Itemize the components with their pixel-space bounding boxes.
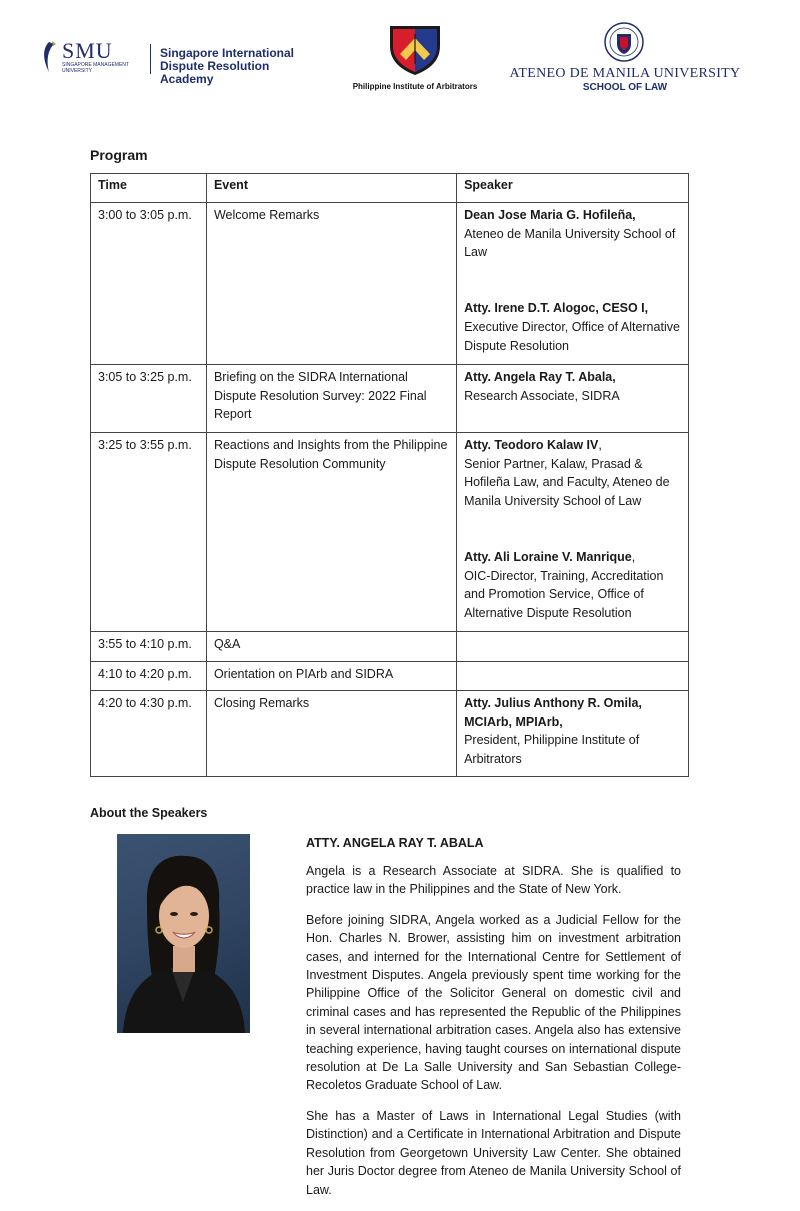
speaker-affiliation: President, Philippine Institute of Arbitrators [464,733,640,767]
name-comma: , [598,438,602,452]
program-title: Program [90,147,148,163]
speaker-name: Atty. Julius Anthony R. Omila, MCIArb, MPIArb, [464,696,642,729]
row-speakers [457,662,689,691]
speaker-affiliation: Executive Director, Office of Alternative Dispute Resolution [464,319,680,353]
table-header-row [91,174,689,203]
speaker-affiliation: Senior Partner, Kalaw, Prasad & Hofileña Law, and Faculty, Ateneo de Manila University School of Law [464,456,670,509]
speaker-affiliation: Research Associate, SIDRA [464,388,620,403]
speaker-name: Atty. Angela Ray T. Abala, [464,370,616,384]
piarb-shield-icon [388,24,442,76]
speaker-photo [117,834,250,1033]
row-time: 3:00 to 3:05 p.m. [91,203,207,365]
row-speakers [457,203,689,365]
table-row [91,691,689,777]
ateneo-seal-icon [604,22,644,62]
row-event: Closing Remarks [206,691,456,777]
row-event: Reactions and Insights from the Philippine Dispute Resolution Community [206,433,456,632]
speaker-name: Atty. Teodoro Kalaw IV [464,438,599,452]
row-speakers [457,365,689,433]
name-comma: , [631,549,636,564]
smu-mark-icon [40,40,58,74]
speaker-affiliation: OIC-Director, Training, Accreditation and Promotion Service, Office of Alternative Dispute Resolution [464,568,664,620]
bio-paragraph: Angela is a Research Associate at SIDRA. She is qualified to practice law in the Philippines and the State of New York. [306,864,681,897]
smu-subtitle: SINGAPORE MANAGEMENT UNIVERSITY [62,62,129,74]
table-row [91,203,689,365]
event-header: Event [206,174,456,203]
ateneo-name: ATENEO DE MANILA UNIVERSITY [509,66,741,81]
speaker-name: Dean Jose Maria G. Hofileña, [464,208,636,222]
speaker-header: Speaker [457,174,689,203]
row-event: Briefing on the SIDRA International Dispute Resolution Survey: 2022 Final Report [206,365,456,433]
portrait-illustration [117,834,250,1033]
speaker-affiliation: Ateneo de Manila University School of Law [464,226,676,260]
speaker-bio [306,862,681,1211]
row-event: Q&A [206,632,456,662]
bio-paragraph: She has a Master of Laws in International Legal Studies (with Distinction) and a Certificate in International Arbitration and Dispute Resolution from Georgetown University Law Center. She obtained her Juris Doctor degree from Ateneo de Manila University School of Law. [306,1108,681,1197]
row-time: 4:10 to 4:20 p.m. [91,662,207,691]
program-table [90,173,689,777]
row-time: 3:55 to 4:10 p.m. [91,632,207,662]
table-row [91,662,689,691]
speaker-name: Atty. Ali Loraine V. Manrique [464,549,632,564]
row-speakers [457,433,689,632]
speaker-name: Atty. Irene D.T. Alogoc, CESO I, [464,301,649,316]
table-row [91,632,689,662]
table-row [91,365,689,433]
row-speakers [457,632,689,662]
document-header [0,0,800,110]
row-event: Orientation on PIArb and SIDRA [206,662,456,691]
row-time: 3:25 to 3:55 p.m. [91,433,207,632]
piarb-name: Philippine Institute of Arbitrators [352,82,478,91]
table-row [91,433,689,632]
bio-paragraph: Before joining SIDRA, Angela worked as a Judicial Fellow for the Hon. Charles N. Brower, assisting him on investment arbitration cases, and interned for the International Centre for Settlement of Investment Disputes. Angela previously spent time working for the Philippine Office of the Solicitor General on domestic civil and criminal cases and has represented the Republic of the Philippines in several international arbitration cases. Angela also has extensive teaching experience, having taught courses on international dispute resolution at De La Salle University and San Sebastian College-Recoletos Graduate School of Law. [306,912,681,1093]
row-time: 3:05 to 3:25 p.m. [91,365,207,433]
logo-divider [150,44,151,74]
row-event: Welcome Remarks [206,203,456,365]
ateneo-school: SCHOOL OF LAW [582,82,668,93]
smu-name: SMU [62,38,113,63]
speaker-bio-name: ATTY. ANGELA RAY T. ABALA [306,836,484,850]
row-time: 4:20 to 4:30 p.m. [91,691,207,777]
sidra-name: Singapore International Dispute Resolution Academy [160,46,295,86]
time-header: Time [91,174,207,203]
about-title: About the Speakers [90,806,208,820]
smu-logo [40,38,150,78]
row-speakers [457,691,689,777]
